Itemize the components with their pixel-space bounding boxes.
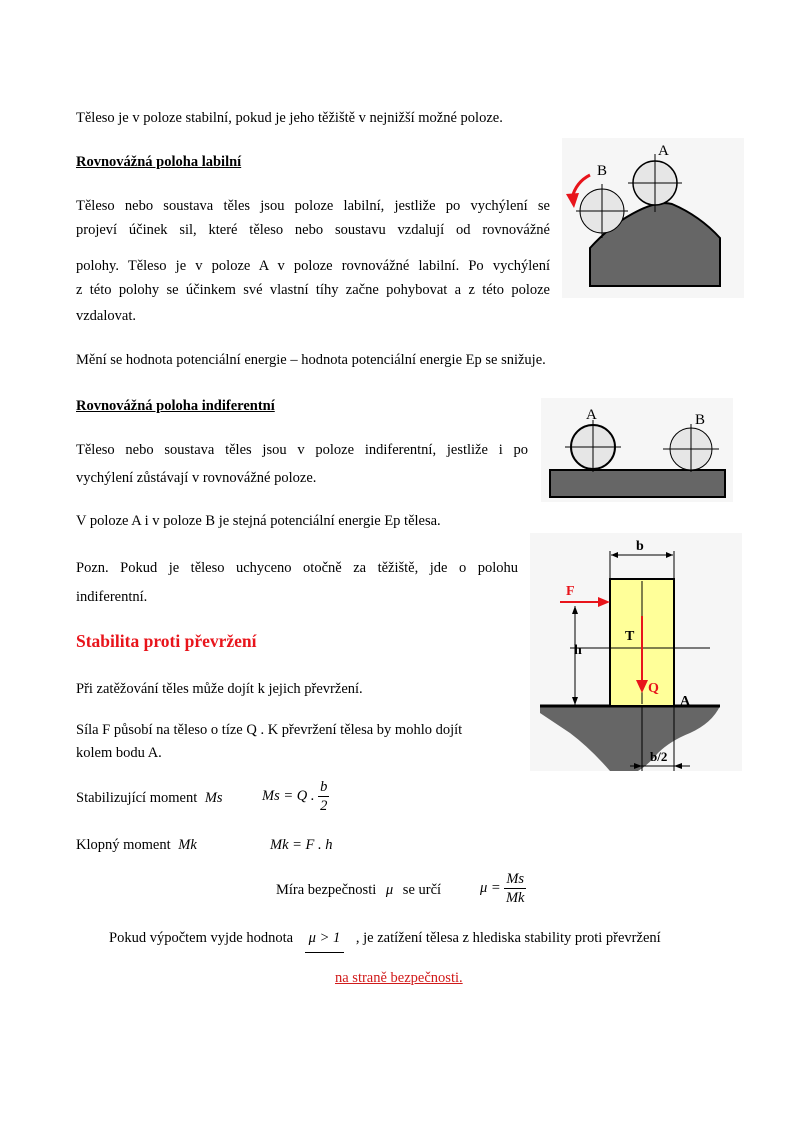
labile-label-b: B [597, 163, 608, 179]
stability-label-f: F [566, 584, 575, 599]
result-safety-link[interactable]: na straně bezpečnosti. [335, 970, 463, 986]
ms-formula [262, 778, 329, 815]
stability-p1: Při zatěžování těles může dojít k jejich převržení. [76, 681, 363, 697]
mk-row [76, 837, 197, 854]
indifferent-line-1: Těleso nebo soustava těles jsou v poloze indiferentní, jestliže i po [76, 442, 528, 458]
stability-label-a: A [680, 694, 691, 709]
mk-label: Klopný moment [76, 837, 171, 853]
labile-line-2: projeví účinek sil, které těleso nebo soustavu vzdalují od rovnovážné [76, 222, 550, 238]
mu-formula-left: μ = [480, 880, 501, 896]
stability-label-b2: b/2 [650, 749, 668, 764]
mu-text: se určí [402, 882, 442, 898]
ms-label: Stabilizující moment [76, 790, 198, 806]
mk-symbol: Mk [178, 837, 197, 853]
mu-symbol: μ [385, 882, 394, 898]
labile-heading: Rovnovážná poloha labilní [76, 154, 242, 170]
ms-fraction [318, 778, 329, 815]
intro-text: Těleso je v poloze stabilní, pokud je jeho těžiště v nejnižší možné poloze. [76, 110, 503, 126]
indifferent-line-2: vychýlení zůstávají v rovnovážné poloze. [76, 470, 317, 486]
ms-numerator: b [320, 779, 328, 795]
indifferent-energy-note: V poloze A i v poloze B je stejná potenciální energie Ep tělesa. [76, 513, 441, 529]
stability-p2-line-1: Síla F působí na těleso o tíze Q . K převržení tělesa by mohlo dojít [76, 722, 463, 738]
mu-fraction [504, 870, 526, 907]
labile-line-4: z této polohy se účinkem své vlastní tíhy začne pohybovat a z této poloze [76, 282, 550, 298]
labile-line-5: vzdalovat. [76, 308, 136, 324]
mu-row [276, 882, 441, 899]
stability-figure [530, 533, 742, 771]
mk-formula: Mk = F . h [270, 837, 333, 853]
result-line [109, 930, 661, 953]
stability-label-h: h [574, 643, 582, 658]
ms-denominator: 2 [320, 798, 328, 814]
result-pre: Pokud výpočtem vyjde hodnota [109, 930, 294, 946]
result-condition: μ > 1 [305, 930, 345, 953]
labile-energy-note: Mění se hodnota potenciální energie – hodnota potenciální energie Ep se snižuje. [76, 352, 546, 368]
indifferent-ground [550, 470, 725, 497]
labile-line-3: polohy. Těleso je v poloze A v poloze rovnovážné labilní. Po vychýlení [76, 258, 550, 274]
indifferent-heading: Rovnovážná poloha indiferentní [76, 398, 275, 414]
stability-p2-line-2: kolem bodu A. [76, 745, 162, 761]
indifferent-note-2: indiferentní. [76, 589, 148, 605]
mu-numerator: Ms [506, 871, 525, 887]
indifferent-note-1: Pozn. Pokud je těleso uchyceno otočně za těžiště, jde o polohu [76, 560, 518, 576]
stability-heading: Stabilita proti převržení [76, 631, 257, 651]
indifferent-figure [541, 398, 733, 502]
mu-denominator: Mk [505, 890, 525, 906]
ms-formula-left: Ms = Q . [262, 788, 315, 804]
result-post: , je zatížení tělesa z hlediska stability proti převržení [355, 930, 661, 946]
mu-label: Míra bezpečnosti [276, 882, 377, 898]
mu-formula [480, 870, 526, 907]
labile-figure [562, 138, 744, 298]
ms-row [76, 790, 223, 807]
ms-symbol: Ms [204, 790, 223, 806]
indifferent-label-b: B [695, 412, 706, 428]
stability-label-q: Q [648, 681, 659, 696]
stability-label-t: T [625, 629, 635, 644]
stability-label-b: b [636, 539, 644, 554]
labile-line-1: Těleso nebo soustava těles jsou poloze labilní, jestliže po vychýlení se [76, 198, 550, 214]
indifferent-label-a: A [586, 407, 597, 423]
labile-label-a: A [658, 143, 669, 159]
